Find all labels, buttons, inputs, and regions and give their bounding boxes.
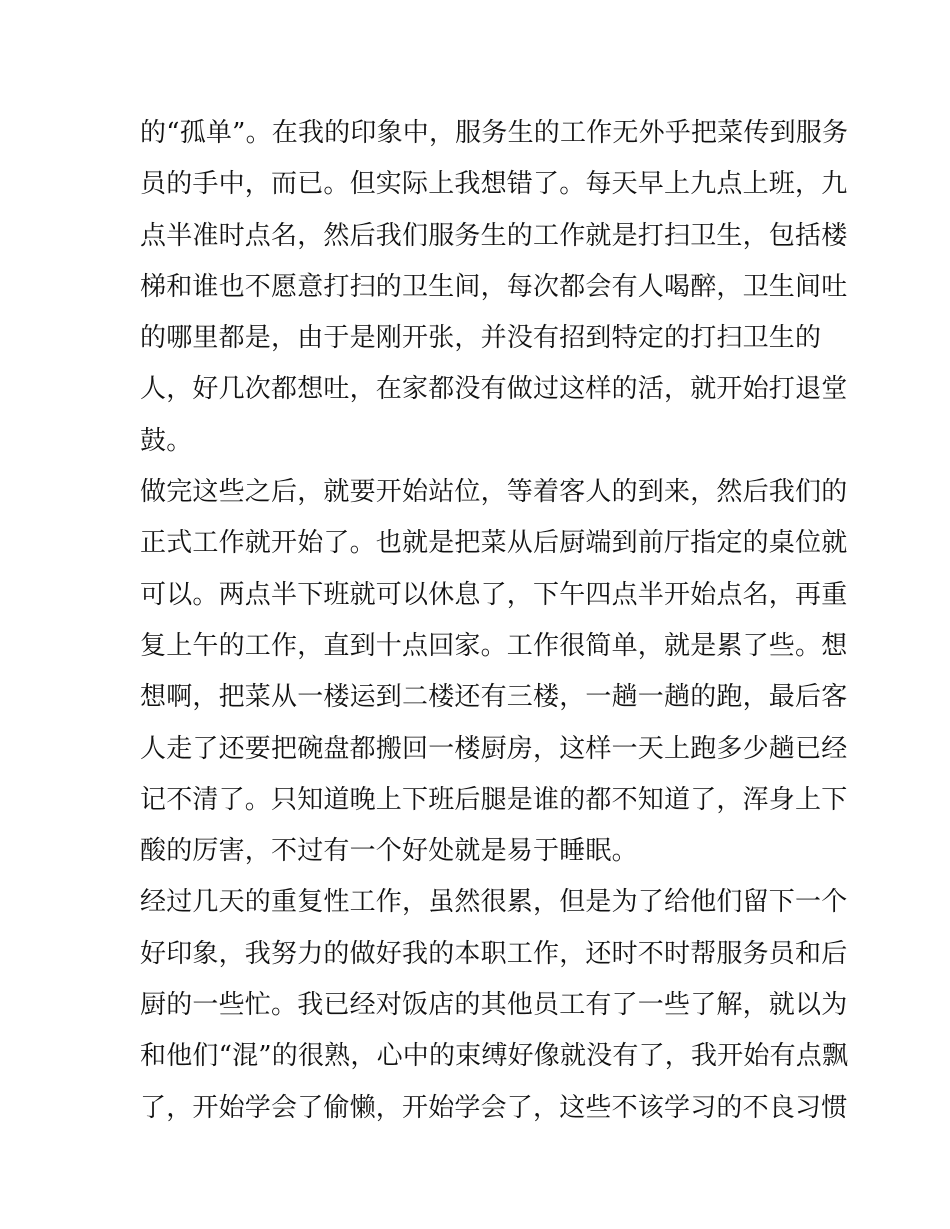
text-line: 人，好几次都想吐，在家都没有做过这样的活，就开始打退堂: [140, 374, 848, 405]
text-line: 正式工作就开始了。也就是把菜从后厨端到前厅指定的桌位就: [140, 528, 848, 559]
text-line: 好印象，我努力的做好我的本职工作，还时不时帮服务员和后: [140, 938, 848, 969]
text-line: 做完这些之后，就要开始站位，等着客人的到来，然后我们的: [140, 477, 848, 508]
text-line: 酸的厉害，不过有一个好处就是易于睡眠。: [140, 836, 638, 867]
text-line: 厨的一些忙。我已经对饭店的其他员工有了一些了解，就以为: [140, 990, 848, 1021]
text-line: 想啊，把菜从一楼运到二楼还有三楼，一趟一趟的跑，最后客: [140, 682, 848, 713]
text-line: 人走了还要把碗盘都搬回一楼厨房，这样一天上跑多少趟已经: [140, 733, 848, 764]
text-line: 的哪里都是，由于是刚开张，并没有招到特定的打扫卫生的: [140, 323, 822, 354]
text-line: 梯和谁也不愿意打扫的卫生间，每次都会有人喝醉，卫生间吐: [140, 271, 848, 302]
text-line: 经过几天的重复性工作，虽然很累，但是为了给他们留下一个: [140, 887, 848, 918]
text-line: 记不清了。只知道晚上下班后腿是谁的都不知道了，浑身上下: [140, 784, 848, 815]
text-line: 员的手中，而已。但实际上我想错了。每天早上九点上班，九: [140, 169, 848, 200]
text-line: 可以。两点半下班就可以休息了，下午四点半开始点名，再重: [140, 579, 848, 610]
text-line: 点半准时点名，然后我们服务生的工作就是打扫卫生，包括楼: [140, 220, 848, 251]
text-line: 鼓。: [140, 425, 193, 456]
text-line: 了，开始学会了偷懒，开始学会了，这些不该学习的不良习惯: [140, 1092, 848, 1123]
text-line: 的“孤单”。在我的印象中，服务生的工作无外乎把菜传到服务: [140, 118, 849, 148]
text-line: 和他们“混”的很熟，心中的束缚好像就没有了，我开始有点飘: [140, 1041, 849, 1072]
text-line: 复上午的工作，直到十点回家。工作很简单，就是累了些。想: [140, 630, 848, 661]
body-text: [140, 108, 849, 1134]
